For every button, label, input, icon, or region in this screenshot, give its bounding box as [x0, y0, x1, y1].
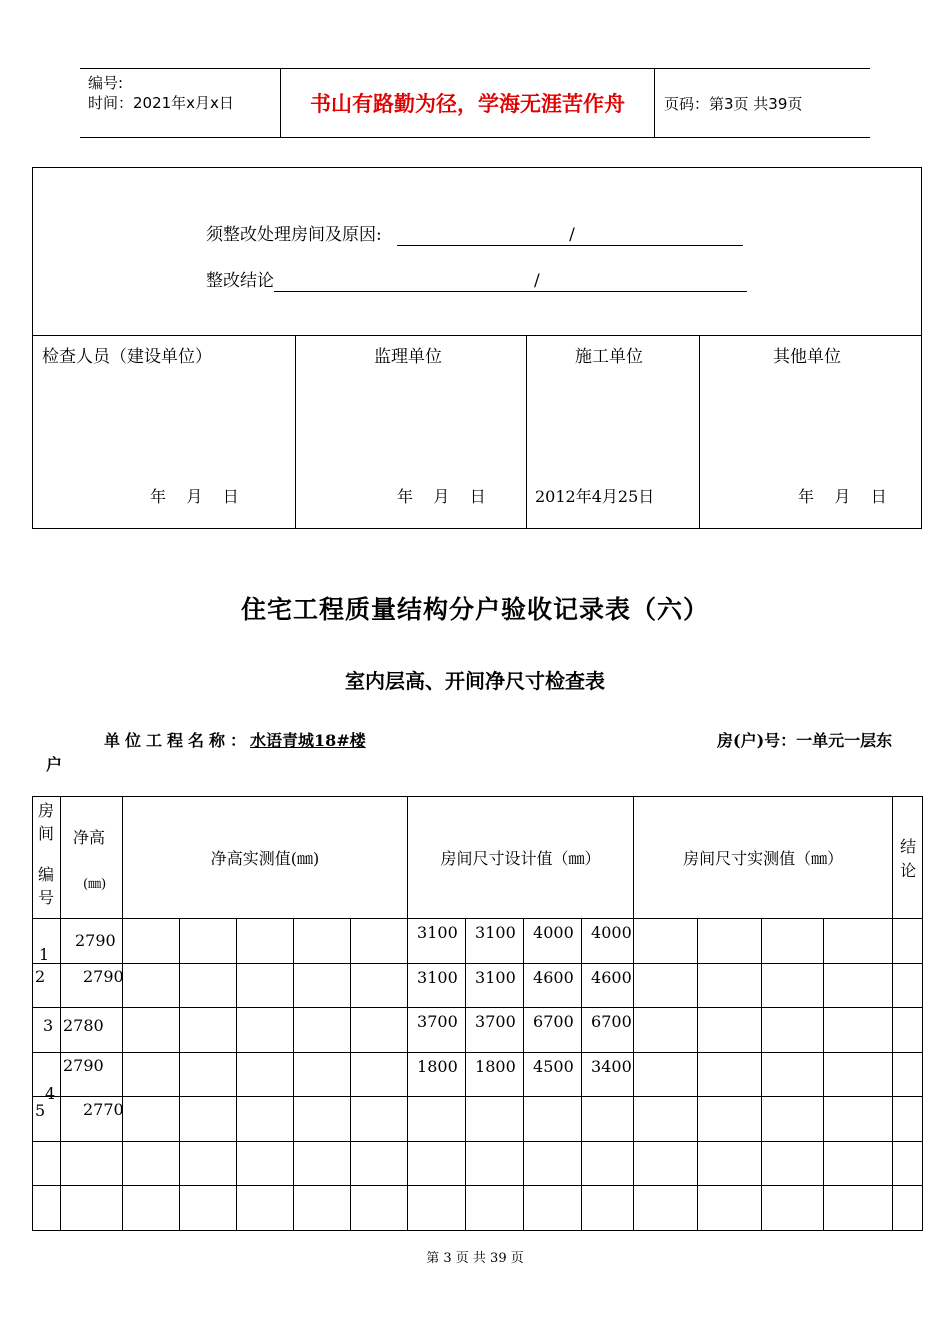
measured-height-cell[interactable] — [294, 1186, 351, 1231]
design-size-cell — [466, 1141, 524, 1186]
design-size-cell-value: 1800 — [475, 1056, 516, 1076]
room-no-cell — [33, 1008, 61, 1053]
signature-divider — [33, 335, 921, 336]
measured-height-cell[interactable] — [123, 963, 180, 1008]
measured-height-cell[interactable] — [180, 919, 237, 964]
table-header-row — [33, 797, 923, 919]
design-size-cell — [582, 1008, 634, 1053]
conclusion-field-1[interactable] — [274, 273, 534, 292]
measured-height-cell[interactable] — [294, 1008, 351, 1053]
signature-label-builder: 检查人员（建设单位） — [42, 347, 212, 367]
room-no-cell-value: 3 — [43, 1016, 54, 1035]
net-height-cell — [61, 1141, 123, 1186]
measured-height-cell[interactable] — [294, 1097, 351, 1142]
signature-label-supervisor: 监理单位 — [374, 347, 442, 367]
header-room-no-char: 号 — [38, 888, 55, 907]
measured-size-cell[interactable] — [762, 1141, 824, 1186]
design-size-cell — [582, 1097, 634, 1142]
design-size-cell-value: 3100 — [417, 923, 458, 942]
header-net-height-label: 净高 — [73, 828, 106, 847]
design-size-cell — [582, 919, 634, 964]
header-net-height — [61, 797, 123, 919]
table-row — [33, 919, 923, 964]
signature-col-line — [699, 335, 700, 528]
rooms-reasons-row — [206, 220, 743, 246]
design-size-cell — [408, 963, 466, 1008]
measured-size-cell[interactable] — [762, 1186, 824, 1231]
measured-height-cell[interactable] — [123, 919, 180, 964]
measured-height-cell[interactable] — [123, 1186, 180, 1231]
header-room-no-char: 房 — [38, 801, 55, 820]
conclusion-label: 整改结论 — [206, 271, 274, 291]
signature-date-contractor: 2012年4月25日 — [535, 487, 655, 506]
design-size-cell-value: 4000 — [591, 923, 632, 942]
header-net-height-unit: (㎜) — [83, 877, 107, 892]
measured-size-cell[interactable] — [634, 919, 698, 964]
measured-size-cell[interactable] — [698, 963, 762, 1008]
net-height-cell — [61, 1052, 123, 1097]
table-row — [33, 1052, 923, 1097]
measured-size-cell[interactable] — [634, 963, 698, 1008]
measured-size-cell[interactable] — [762, 1008, 824, 1053]
design-size-cell-value: 4500 — [533, 1056, 574, 1076]
measured-size-cell[interactable] — [698, 1186, 762, 1231]
design-size-cell-value: 3100 — [475, 923, 516, 942]
signature-date-other: 年 月 日 — [798, 487, 887, 506]
measured-size-cell[interactable] — [634, 1097, 698, 1142]
design-size-cell — [408, 1097, 466, 1142]
measured-size-cell[interactable] — [698, 1141, 762, 1186]
design-size-cell — [408, 1052, 466, 1097]
net-height-cell — [61, 1097, 123, 1142]
header-conclusion-char: 结 — [900, 837, 917, 856]
measured-height-cell[interactable] — [237, 1008, 294, 1053]
measured-height-cell[interactable] — [180, 1186, 237, 1231]
design-size-cell-value: 4600 — [591, 967, 632, 987]
measured-size-cell[interactable] — [698, 1008, 762, 1053]
measured-size-cell[interactable] — [762, 919, 824, 964]
design-size-cell-value: 6700 — [591, 1012, 632, 1031]
measured-size-cell[interactable] — [634, 1186, 698, 1231]
rectification-box — [32, 167, 922, 529]
measured-size-cell[interactable] — [762, 963, 824, 1008]
net-height-cell-value: 2790 — [75, 931, 116, 950]
conclusion-cell[interactable] — [893, 1141, 923, 1186]
room-no-cell-value: 5 — [35, 1101, 46, 1120]
measured-height-cell[interactable] — [237, 1186, 294, 1231]
design-size-cell — [466, 963, 524, 1008]
measured-height-cell[interactable] — [123, 1097, 180, 1142]
table-row — [33, 1097, 923, 1142]
table-row — [33, 1008, 923, 1053]
measured-height-cell[interactable] — [180, 1141, 237, 1186]
design-size-cell — [524, 1141, 582, 1186]
page-title: 住宅工程质量结构分户验收记录表（六） — [240, 595, 709, 624]
design-size-cell — [466, 919, 524, 964]
design-size-cell-value: 3700 — [417, 1012, 458, 1031]
design-size-cell — [408, 1141, 466, 1186]
conclusion-cell[interactable] — [893, 1008, 923, 1053]
header-room-no-char: 间 — [38, 824, 55, 843]
room-no-cell — [33, 1186, 61, 1231]
measured-height-cell[interactable] — [237, 1052, 294, 1097]
measured-height-cell[interactable] — [351, 1097, 408, 1142]
conclusion-cell[interactable] — [893, 963, 923, 1008]
net-height-cell-value: 2790 — [63, 1055, 104, 1075]
header-measured-height-label: 净高实测值(㎜) — [210, 849, 320, 868]
measured-size-cell[interactable] — [824, 1186, 893, 1231]
measured-height-cell[interactable] — [351, 919, 408, 964]
conclusion-row — [206, 266, 747, 292]
design-size-cell-value: 3100 — [475, 967, 516, 987]
design-size-cell — [582, 1141, 634, 1186]
room-no-cell — [33, 1052, 61, 1103]
net-height-cell-value: 2780 — [63, 1016, 104, 1035]
conclusion-cell[interactable] — [893, 919, 923, 964]
header-measured-size — [634, 797, 893, 919]
measured-size-cell[interactable] — [698, 1097, 762, 1142]
design-size-cell — [582, 1052, 634, 1097]
measured-height-cell[interactable] — [237, 919, 294, 964]
room-label: 房(户)号：一单元一层东 — [717, 731, 893, 750]
design-size-cell — [524, 1097, 582, 1142]
page-header — [80, 68, 870, 138]
design-size-cell — [524, 963, 582, 1008]
measured-size-cell[interactable] — [824, 963, 893, 1008]
measured-height-cell[interactable] — [123, 1052, 180, 1097]
room-no-cell-value: 4 — [45, 1083, 56, 1103]
rooms-reasons-field-1[interactable] — [397, 227, 569, 246]
measured-size-cell[interactable] — [634, 1052, 698, 1097]
design-size-cell-value: 4000 — [533, 923, 574, 942]
measured-size-cell[interactable] — [634, 1008, 698, 1053]
table-row — [33, 963, 923, 1008]
room-no-cell-value: 1 — [39, 945, 50, 964]
measured-height-cell[interactable] — [180, 1008, 237, 1053]
measured-height-cell[interactable] — [351, 1141, 408, 1186]
net-height-cell — [61, 919, 123, 964]
room-no-cell — [33, 1141, 61, 1186]
design-size-cell-value: 3700 — [475, 1012, 516, 1031]
header-design-size-label: 房间尺寸设计值（㎜） — [440, 849, 601, 868]
page-footer: 第 3 页 共 39 页 — [426, 1251, 524, 1266]
design-size-cell — [408, 1186, 466, 1231]
header-page-info: 页码：第3页 共39页 — [664, 94, 803, 113]
net-height-cell — [61, 1008, 123, 1053]
design-size-cell — [582, 1186, 634, 1231]
conclusion-cell[interactable] — [893, 1186, 923, 1231]
conclusion-slash: / — [534, 271, 540, 291]
measured-size-cell[interactable] — [762, 1097, 824, 1142]
room-label-cont: 户 — [46, 755, 63, 774]
net-height-cell-value: 2770 — [83, 1100, 124, 1119]
measured-height-cell[interactable] — [294, 963, 351, 1008]
room-no-cell — [33, 1097, 61, 1142]
conclusion-cell[interactable] — [893, 1052, 923, 1097]
room-no-cell — [33, 963, 61, 1008]
measured-height-cell[interactable] — [123, 1141, 180, 1186]
measured-size-cell[interactable] — [824, 1052, 893, 1097]
conclusion-cell[interactable] — [893, 1097, 923, 1142]
unit-value: 水语青城18#楼 — [250, 731, 366, 750]
measured-height-cell[interactable] — [237, 1141, 294, 1186]
rooms-reasons-label: 须整改处理房间及原因: — [206, 225, 382, 245]
measured-size-cell[interactable] — [824, 1008, 893, 1053]
measured-height-cell[interactable] — [351, 1052, 408, 1097]
measured-height-cell[interactable] — [237, 963, 294, 1008]
design-size-cell — [524, 919, 582, 964]
net-height-cell-value: 2790 — [83, 966, 124, 986]
design-size-cell — [582, 963, 634, 1008]
measured-size-cell[interactable] — [824, 919, 893, 964]
table-row — [33, 1141, 923, 1186]
design-size-cell-value: 4600 — [533, 967, 574, 987]
signature-date-builder: 年 月 日 — [150, 487, 239, 506]
number-label: 编号: — [88, 74, 124, 92]
header-conclusion-char: 论 — [900, 861, 917, 880]
measured-size-cell[interactable] — [824, 1141, 893, 1186]
measured-height-cell[interactable] — [180, 1052, 237, 1097]
measured-height-cell[interactable] — [294, 1141, 351, 1186]
measured-height-cell[interactable] — [294, 1052, 351, 1097]
measured-size-cell[interactable] — [824, 1097, 893, 1142]
net-height-cell — [61, 1186, 123, 1231]
design-size-cell — [466, 1008, 524, 1053]
measured-height-cell[interactable] — [237, 1097, 294, 1142]
measured-height-cell[interactable] — [294, 919, 351, 964]
measured-size-cell[interactable] — [698, 919, 762, 964]
table-row — [33, 1186, 923, 1231]
header-motto: 书山有路勤为径，学海无涯苦作舟 — [281, 69, 655, 137]
room-no-cell-value: 2 — [35, 966, 46, 986]
header-room-no — [33, 797, 61, 919]
signature-label-contractor: 施工单位 — [575, 347, 643, 367]
measured-height-cell[interactable] — [123, 1008, 180, 1053]
header-conclusion — [893, 797, 923, 919]
rooms-reasons-slash: / — [569, 225, 575, 245]
inspection-table — [32, 796, 922, 1237]
design-size-cell — [466, 1052, 524, 1097]
rooms-reasons-field-2[interactable] — [575, 227, 743, 246]
room-no-cell — [33, 919, 61, 964]
measured-size-cell[interactable] — [762, 1052, 824, 1097]
header-room-no-char: 编 — [38, 865, 55, 884]
design-size-cell — [524, 1186, 582, 1231]
time-label: 时间：2021年x月x日 — [88, 94, 234, 112]
measured-height-cell[interactable] — [351, 1186, 408, 1231]
measured-size-cell[interactable] — [698, 1052, 762, 1097]
design-size-cell — [466, 1186, 524, 1231]
page-subtitle: 室内层高、开间净尺寸检查表 — [345, 669, 605, 693]
measured-size-cell[interactable] — [634, 1141, 698, 1186]
signature-col-line — [295, 335, 296, 528]
design-size-cell-value: 6700 — [533, 1012, 574, 1031]
unit-label: 单位工程名称： — [104, 731, 252, 750]
header-meta — [80, 69, 281, 137]
signature-label-other: 其他单位 — [773, 347, 841, 367]
design-size-cell — [524, 1008, 582, 1053]
design-size-cell-value: 3400 — [591, 1056, 632, 1076]
measured-height-cell[interactable] — [180, 1097, 237, 1142]
measured-height-cell[interactable] — [351, 1008, 408, 1053]
conclusion-field-2[interactable] — [540, 273, 747, 292]
design-size-cell — [408, 919, 466, 964]
signature-date-supervisor: 年 月 日 — [397, 487, 486, 506]
header-measured-height — [123, 797, 408, 919]
measured-height-cell[interactable] — [180, 963, 237, 1008]
design-size-cell — [466, 1097, 524, 1142]
design-size-cell — [524, 1052, 582, 1097]
header-design-size — [408, 797, 634, 919]
measured-height-cell[interactable] — [351, 963, 408, 1008]
design-size-cell — [408, 1008, 466, 1053]
net-height-cell — [61, 963, 123, 1008]
design-size-cell-value: 3100 — [417, 967, 458, 987]
header-measured-size-label: 房间尺寸实测值（㎜） — [683, 849, 844, 868]
design-size-cell-value: 1800 — [417, 1056, 458, 1076]
signature-col-line — [526, 335, 527, 528]
